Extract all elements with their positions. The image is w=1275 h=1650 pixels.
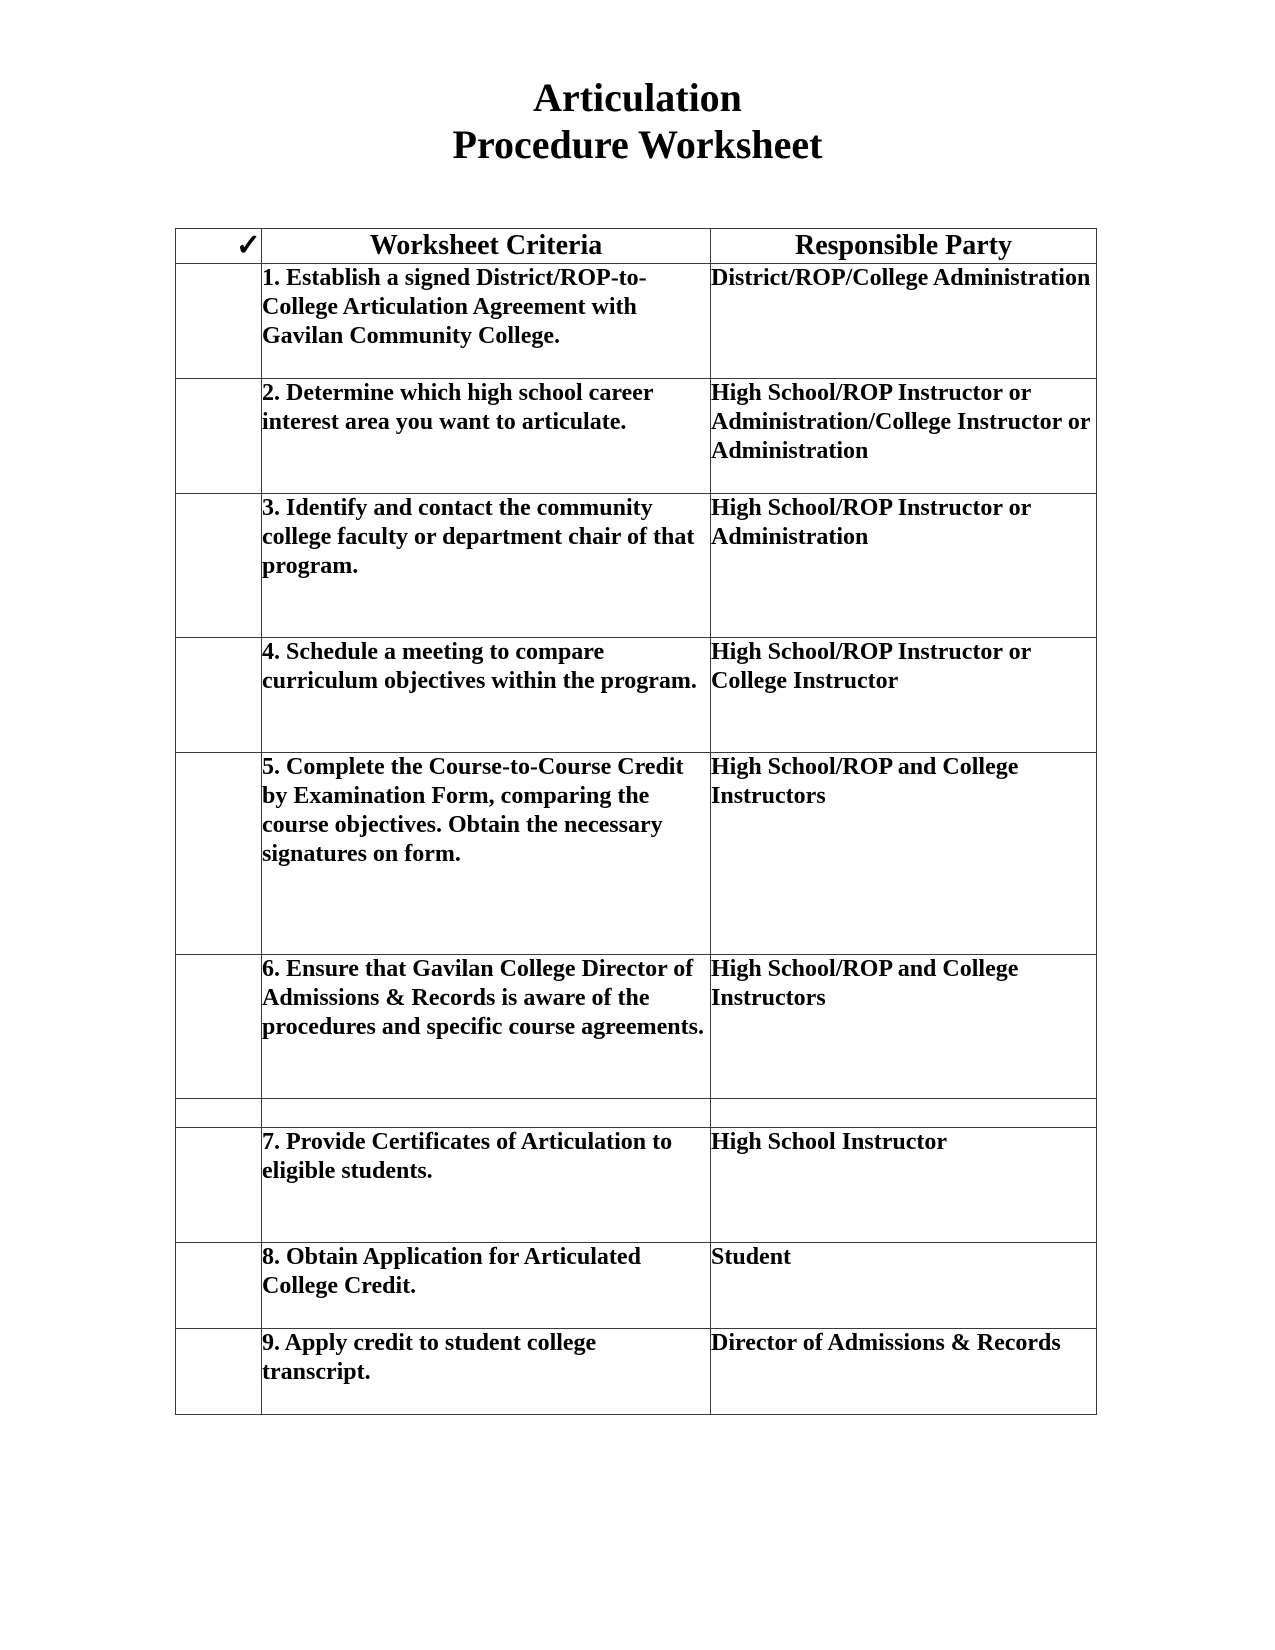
- party-cell: [711, 1099, 1097, 1128]
- table-row: [176, 494, 1097, 638]
- table-row: [176, 264, 1097, 379]
- criteria-cell: 8. Obtain Application for Articulated College Credit.: [262, 1243, 711, 1329]
- check-cell[interactable]: [176, 1243, 262, 1329]
- check-cell[interactable]: [176, 1099, 262, 1128]
- criteria-cell: [262, 1099, 711, 1128]
- blank-row: [176, 1099, 1097, 1128]
- table-row: [176, 379, 1097, 494]
- worksheet-table: [175, 228, 1097, 1415]
- criteria-cell: 9. Apply credit to student college transcript.: [262, 1329, 711, 1415]
- party-cell: High School/ROP Instructor or Administration: [711, 494, 1097, 638]
- check-cell[interactable]: [176, 955, 262, 1099]
- check-cell[interactable]: [176, 753, 262, 955]
- title-line-2: Procedure Worksheet: [452, 122, 823, 167]
- check-cell[interactable]: [176, 638, 262, 753]
- check-cell[interactable]: [176, 494, 262, 638]
- table-row: [176, 1243, 1097, 1329]
- check-cell[interactable]: [176, 379, 262, 494]
- header-responsible-party: Responsible Party: [711, 229, 1097, 264]
- check-cell[interactable]: [176, 1329, 262, 1415]
- table-row: [176, 753, 1097, 955]
- criteria-cell: 1. Establish a signed District/ROP-to-College Articulation Agreement with Gavilan Community College.: [262, 264, 711, 379]
- criteria-cell: 6. Ensure that Gavilan College Director of Admissions & Records is aware of the procedures and specific course agreements.: [262, 955, 711, 1099]
- table-row: [176, 1329, 1097, 1415]
- party-cell: High School Instructor: [711, 1128, 1097, 1243]
- checkmark-icon: ✓: [176, 229, 262, 264]
- party-cell: District/ROP/College Administration: [711, 264, 1097, 379]
- party-cell: Director of Admissions & Records: [711, 1329, 1097, 1415]
- criteria-cell: 5. Complete the Course-to-Course Credit by Examination Form, comparing the course objectives. Obtain the necessary signatures on form.: [262, 753, 711, 955]
- check-cell[interactable]: [176, 264, 262, 379]
- check-cell[interactable]: [176, 1128, 262, 1243]
- criteria-cell: 2. Determine which high school career interest area you want to articulate.: [262, 379, 711, 494]
- header-worksheet-criteria: Worksheet Criteria: [262, 229, 711, 264]
- criteria-cell: 7. Provide Certificates of Articulation to eligible students.: [262, 1128, 711, 1243]
- table-row: [176, 1128, 1097, 1243]
- title-line-1: Articulation: [533, 75, 742, 120]
- party-cell: High School/ROP Instructor or Administration/College Instructor or Administration: [711, 379, 1097, 494]
- criteria-cell: 3. Identify and contact the community college faculty or department chair of that program.: [262, 494, 711, 638]
- table-row: [176, 955, 1097, 1099]
- party-cell: High School/ROP Instructor or College Instructor: [711, 638, 1097, 753]
- party-cell: High School/ROP and College Instructors: [711, 753, 1097, 955]
- party-cell: Student: [711, 1243, 1097, 1329]
- table-header-row: [176, 229, 1097, 264]
- criteria-cell: 4. Schedule a meeting to compare curriculum objectives within the program.: [262, 638, 711, 753]
- table-row: [176, 638, 1097, 753]
- page-title: [0, 74, 1275, 168]
- party-cell: High School/ROP and College Instructors: [711, 955, 1097, 1099]
